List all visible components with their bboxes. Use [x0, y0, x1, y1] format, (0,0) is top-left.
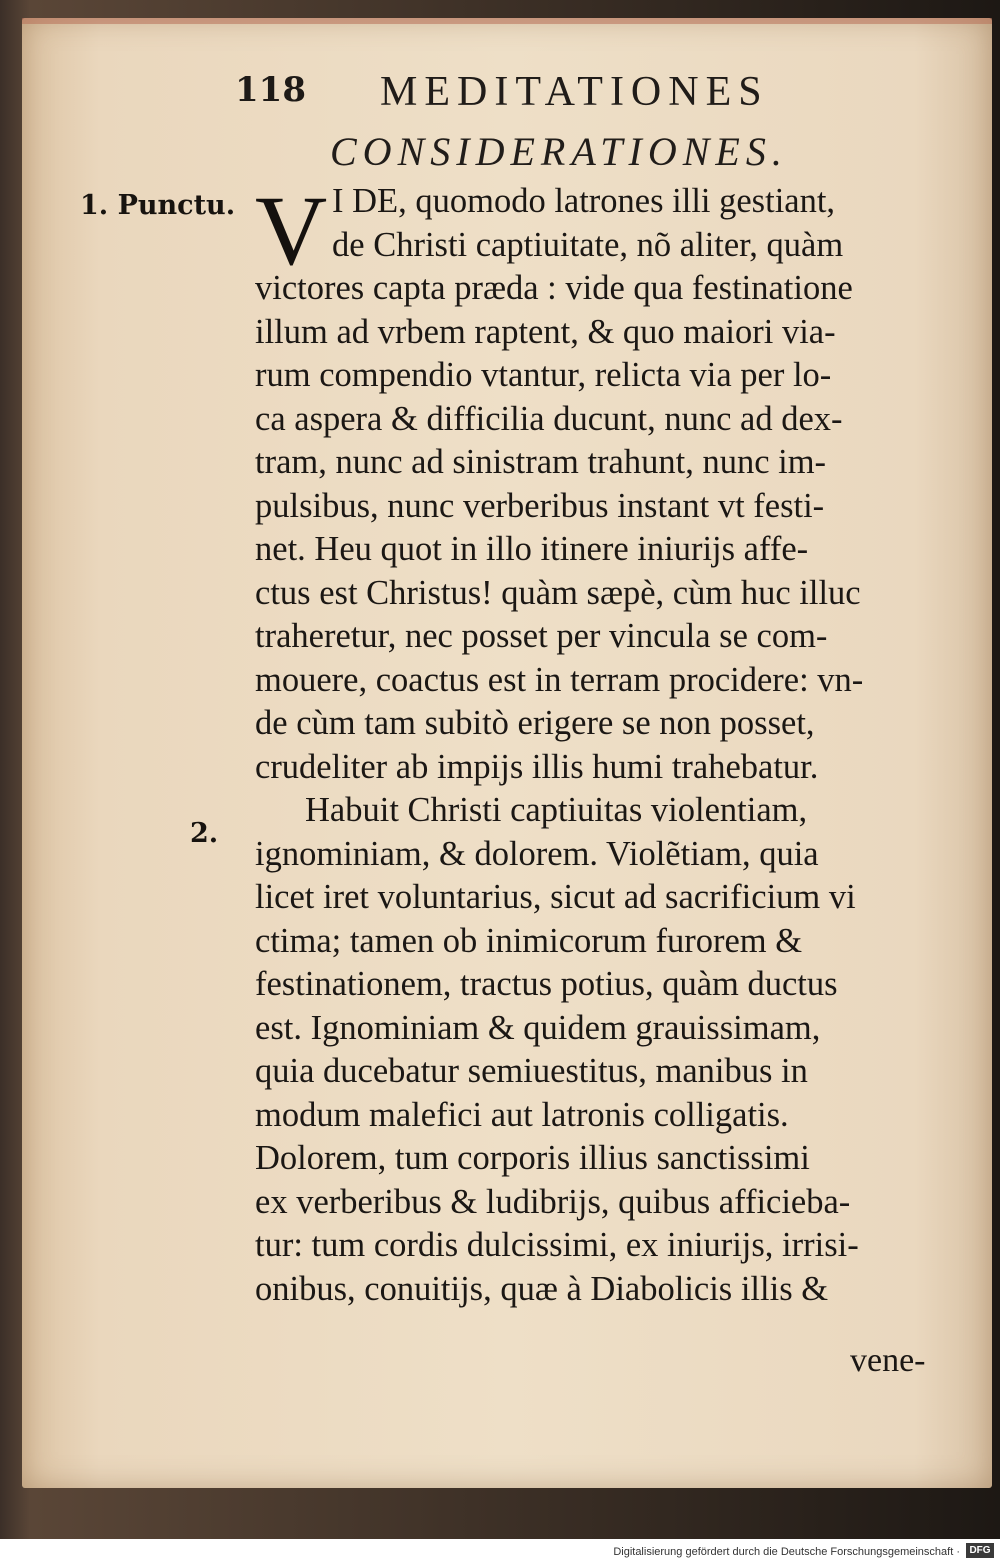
- body-text: [255, 175, 945, 1311]
- text-line: festinationem, tractus potius, quàm ductus: [255, 965, 838, 1003]
- text-line: ignominiam, & dolorem. Violẽtiam, quia: [255, 834, 819, 873]
- text-line: quia ducebatur semiuestitus, manibus in: [255, 1052, 808, 1090]
- text-line: est. Ignominiam & quidem grauissimam,: [255, 1008, 821, 1047]
- text-line: ctus est Christus! quàm sæpè, cùm huc illuc: [255, 573, 861, 612]
- margin-note-point-2: 2.: [190, 818, 219, 849]
- text-line: tur: tum cordis dulcissimi, ex iniurijs, irrisi-: [255, 1226, 859, 1264]
- digitization-footer: [0, 1539, 1000, 1561]
- dfg-logo: DFG: [966, 1543, 994, 1558]
- page-title: MEDITATIONES: [380, 69, 769, 115]
- running-head: [235, 70, 940, 120]
- section-heading: CONSIDERATIONES.: [330, 129, 788, 174]
- text-line: mouere, coactus est in terram procidere: vn-: [255, 660, 864, 699]
- text-line: Habuit Christi captiuitas violentiam,: [305, 791, 808, 829]
- text-line: victores capta præda : vide qua festinatione: [255, 269, 853, 307]
- text-line: crudeliter ab impijs illis humi trahebatur.: [255, 747, 819, 786]
- funding-credit: Digitalisierung gefördert durch die Deutsche Forschungsgemeinschaft ·: [613, 1546, 960, 1558]
- text-line: illum ad vrbem raptent, & quo maiori via-: [255, 312, 836, 351]
- text-line: de Christi captiuitate, nõ aliter, quàm: [332, 225, 844, 264]
- text-line: traheretur, nec posset per vincula se com-: [255, 617, 828, 655]
- text-line: rum compendio vtantur, relicta via per lo-: [255, 356, 832, 394]
- text-line: net. Heu quot in illo itinere iniurijs affe-: [255, 530, 809, 568]
- text-line: licet iret voluntarius, sicut ad sacrificium vi: [255, 878, 856, 916]
- text-line: de cùm tam subitò erigere se non posset,: [255, 704, 815, 742]
- text-line: onibus, conuitijs, quæ à Diabolicis illis &: [255, 1269, 829, 1308]
- text-line: ex verberibus & ludibrijs, quibus afficieba-: [255, 1182, 851, 1221]
- text-line: ctima; tamen ob inimicorum furorem &: [255, 921, 803, 960]
- text-line: tram, nunc ad sinistram trahunt, nunc im-: [255, 443, 827, 481]
- text-line: pulsibus, nunc verberibus instant vt festi-: [255, 486, 825, 525]
- text-line: Dolorem, tum corporis illius sanctissimi: [255, 1139, 810, 1177]
- catchword: vene-: [850, 1342, 926, 1379]
- page-number: 118: [235, 70, 306, 110]
- text-line: I DE, quomodo latrones illi gestiant,: [332, 182, 836, 220]
- margin-note-point-1: 1. Punctu.: [80, 190, 236, 221]
- text-line: ca aspera & difficilia ducunt, nunc ad dex-: [255, 399, 843, 438]
- text-line: modum malefici aut latronis colligatis.: [255, 1095, 789, 1134]
- drop-capital: V: [255, 175, 328, 286]
